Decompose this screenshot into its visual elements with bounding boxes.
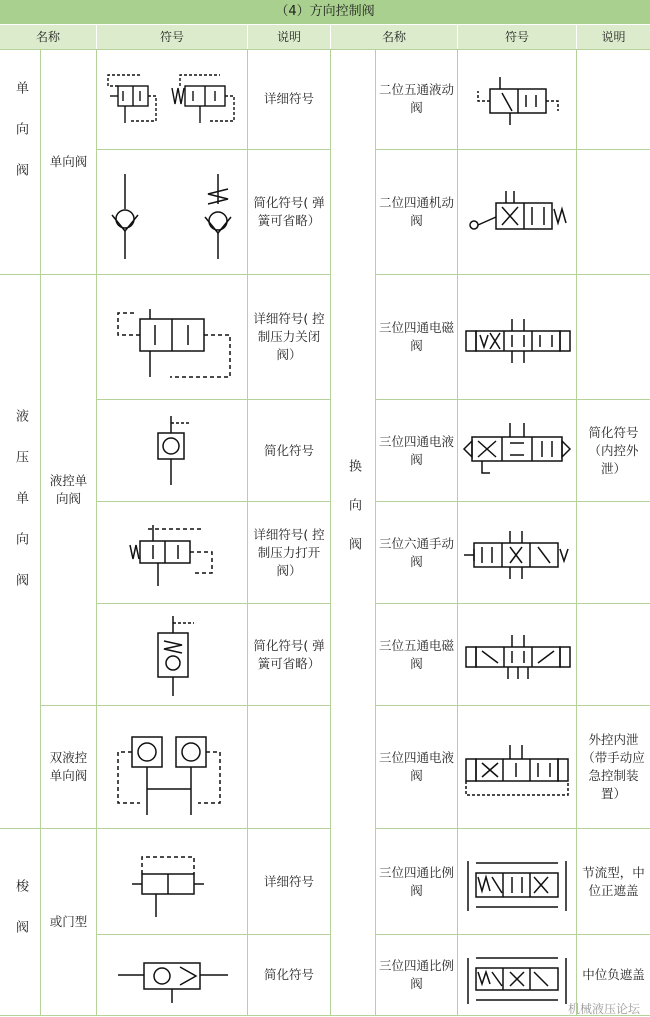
right-note-4: 简化符号（内控外泄） [588, 424, 639, 476]
pilot-check-spring-simplified-symbol [140, 611, 210, 701]
left-note-1: 详细符号 [263, 91, 314, 106]
header-symbol-right: 符号 [458, 25, 576, 49]
header-name-right: 名称 [331, 25, 457, 49]
shuttle-valve-simplified-symbol [110, 945, 240, 1005]
left-note-8: 详细符号 [263, 873, 314, 889]
proportional-valve-negative-lap-symbol [462, 944, 572, 1014]
right-name-3: 三位四通电磁阀 [379, 320, 455, 353]
check-valve-simplified-symbol [100, 159, 245, 269]
header-note-left: 说明 [248, 25, 330, 49]
pilot-check-open-detailed-symbol [118, 511, 238, 596]
pilot-check-simplified-symbol [140, 411, 210, 491]
three-pos-four-way-electrohydraulic-ext-symbol [462, 729, 572, 814]
left-note-4: 简化符号 [263, 442, 314, 458]
right-note-8: 节流型，中位正遮盖 [582, 864, 645, 898]
right-note-7: 外控内泄（带手动应急控制装置） [582, 732, 645, 801]
right-name-2: 二位四通机动阀 [379, 195, 455, 228]
right-name-4: 三位四通电液阀 [379, 433, 455, 467]
group-hydraulic-check-label: 液压单向阀 [13, 409, 28, 614]
three-pos-four-way-electrohydraulic-symbol [462, 411, 572, 496]
left-note-2: 简化符号( 弹簧可省略） [253, 195, 325, 228]
proportional-valve-zero-lap-symbol [462, 841, 572, 926]
right-name-1: 二位五通液动阀 [379, 82, 455, 115]
group-directional-label: 换向阀 [346, 459, 361, 576]
group-hydraulic-check [0, 409, 40, 614]
right-name-6: 三位五通电磁阀 [379, 637, 455, 671]
right-note-9: 中位负遮盖 [582, 967, 645, 982]
right-name-9: 三位四通比例阀 [379, 958, 455, 991]
valve-table [0, 49, 650, 1016]
header-symbol-left: 符号 [97, 25, 247, 49]
double-pilot-check-symbol [104, 717, 244, 822]
group-shuttle [0, 879, 40, 961]
name-double-pilot-check: 双液控单向阀 [49, 750, 88, 783]
left-note-6: 简化符号( 弹簧可省略） [253, 637, 325, 671]
name-or-type: 或门型 [49, 914, 88, 929]
two-pos-five-way-hydraulic-symbol [462, 67, 572, 137]
check-valve-detailed-symbol [100, 61, 245, 141]
group-check-valve [0, 81, 40, 204]
shuttle-valve-detailed-symbol [112, 839, 232, 929]
three-pos-six-way-manual-symbol [462, 519, 572, 594]
name-check-valve: 单向阀 [49, 153, 88, 169]
three-pos-four-way-solenoid-symbol [462, 301, 572, 381]
watermark: 机械液压论坛 [567, 1002, 640, 1016]
two-pos-four-way-mechanical-symbol [462, 177, 572, 257]
header-note-right: 说明 [577, 25, 650, 49]
group-shuttle-label: 梭阀 [13, 879, 28, 961]
right-name-7: 三位四通电液阀 [379, 750, 455, 783]
left-note-5: 详细符号( 控制压力打开阀） [253, 526, 325, 578]
three-pos-five-way-solenoid-symbol [462, 621, 572, 696]
left-note-3: 详细符号( 控制压力关闭阀） [253, 311, 325, 362]
right-name-8: 三位四通比例阀 [379, 864, 455, 898]
name-pilot-check: 液控单向阀 [49, 473, 88, 506]
right-name-5: 三位六通手动阀 [379, 535, 455, 569]
table-title: （4）方向控制阀 [0, 0, 650, 25]
group-directional [331, 459, 375, 576]
left-note-9: 简化符号 [263, 967, 314, 982]
header-name-left: 名称 [0, 25, 96, 49]
pilot-check-close-detailed-symbol [110, 289, 240, 389]
group-check-valve-label: 单向阀 [13, 81, 28, 204]
